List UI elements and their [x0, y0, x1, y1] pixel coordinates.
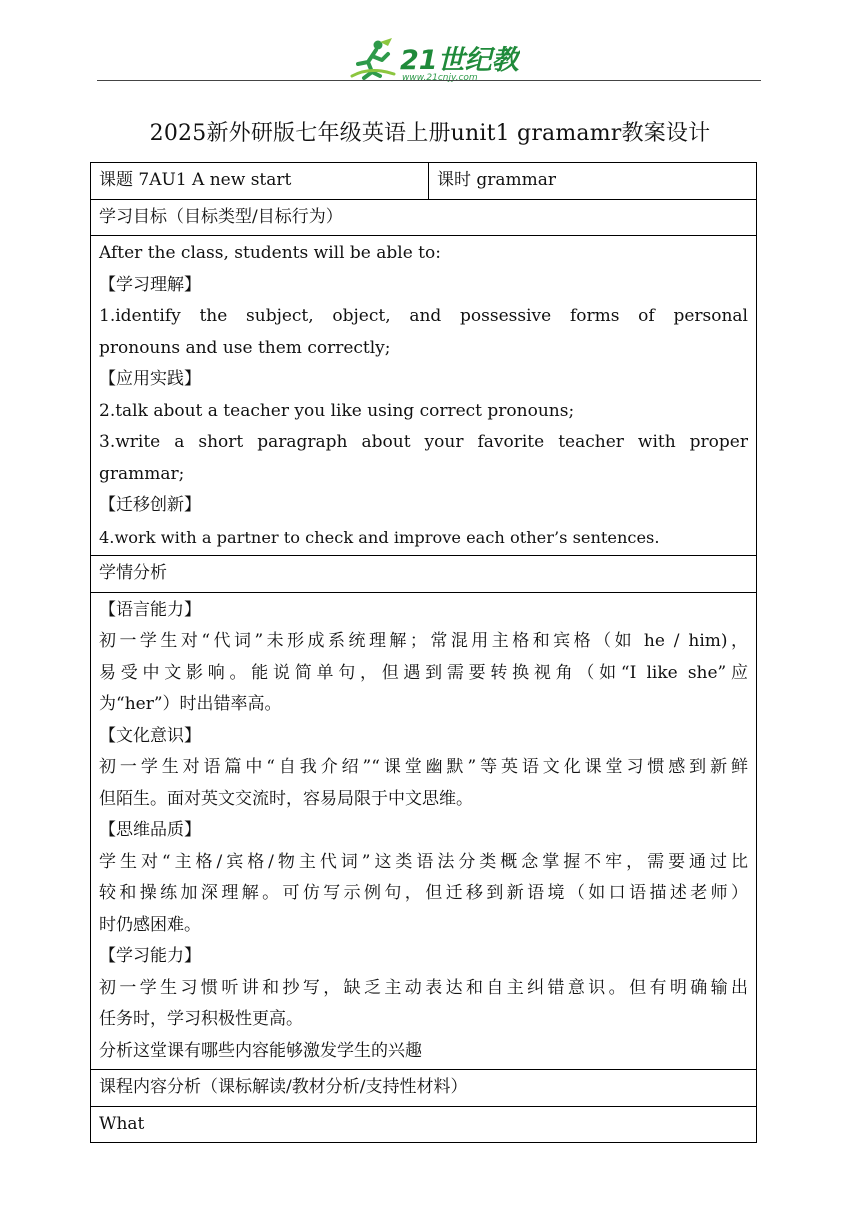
logo-text: 21世纪教	[400, 45, 519, 76]
analysis-header: 学情分析	[91, 556, 757, 593]
table-row	[91, 163, 757, 200]
topic-cell: 课题 7AU1 A new start	[91, 163, 429, 200]
analysis-line: 时仍感困难。	[99, 914, 201, 935]
analysis-cell	[91, 592, 757, 1070]
publisher-logo	[350, 36, 520, 82]
table-row	[91, 1070, 757, 1107]
analysis-line: 初一学生习惯听讲和抄写，缺乏主动表达和自主纠错意识。但有明确输出	[99, 977, 748, 998]
objective-line: 2.talk about a teacher you like using correct pronouns;	[99, 400, 575, 421]
analysis-line: 【学习能力】	[99, 946, 201, 966]
analysis-line: 初一学生对语篇中“自我介绍”“课堂幽默”等英语文化课堂习惯感到新鲜	[99, 757, 748, 777]
table-row	[91, 1106, 757, 1143]
content-analysis-cell: What	[91, 1106, 757, 1143]
analysis-line: 但陌生。面对英文交流时，容易局限于中文思维。	[99, 788, 473, 809]
objectives-header: 学习目标（目标类型/目标行为）	[91, 199, 757, 236]
table-row	[91, 592, 757, 1070]
analysis-line: 【思维品质】	[99, 820, 201, 840]
content-analysis-header: 课程内容分析（课标解读/教材分析/支持性材料）	[91, 1070, 757, 1107]
analysis-line: 学生对“主格/宾格/物主代词”这类语法分类概念掌握不牢，需要通过比	[99, 851, 748, 872]
analysis-line: 较和操练加深理解。可仿写示例句，但迁移到新语境（如口语描述老师）	[99, 883, 748, 903]
analysis-line: 为“her”）时出错率高。	[99, 694, 282, 714]
analysis-line: 分析这堂课有哪些内容能够激发学生的兴趣	[99, 1040, 422, 1061]
analysis-line: 【语言能力】	[99, 599, 201, 620]
header-rule	[97, 80, 761, 81]
objective-line: 【学习理解】	[99, 274, 201, 295]
table-row	[91, 236, 757, 556]
objective-line: grammar;	[99, 463, 185, 484]
objective-line: 【应用实践】	[99, 369, 201, 389]
analysis-line: 任务时，学习积极性更高。	[99, 1009, 303, 1029]
running-figure-icon	[350, 36, 520, 82]
table-row	[91, 199, 757, 236]
analysis-line: 易受中文影响。能说简单句，但遇到需要转换视角（如“I like she”应	[99, 662, 748, 683]
logo-subtext: www.21cnjy.com	[402, 73, 478, 82]
objective-line: After the class, students will be able to:	[99, 243, 441, 263]
objective-line: 【迁移创新】	[99, 495, 201, 515]
table-row	[91, 556, 757, 593]
objective-line: 3.write a short paragraph about your favorite teacher with proper	[99, 432, 748, 452]
period-cell: 课时 grammar	[429, 163, 757, 200]
analysis-line: 初一学生对“代词”未形成系统理解；常混用主格和宾格（如 he / him)，	[99, 631, 748, 651]
objectives-cell	[91, 236, 757, 556]
page-title: 2025新外研版七年级英语上册unit1 gramamr教案设计	[149, 121, 711, 146]
analysis-line: 【文化意识】	[99, 725, 201, 746]
objective-line: 4.work with a partner to check and improve each other’s sentences.	[99, 527, 660, 547]
objective-line: pronouns and use them correctly;	[99, 337, 391, 358]
lesson-plan-table	[90, 162, 757, 1143]
objective-line: 1.identify the subject, object, and possessive forms of personal	[99, 306, 748, 326]
